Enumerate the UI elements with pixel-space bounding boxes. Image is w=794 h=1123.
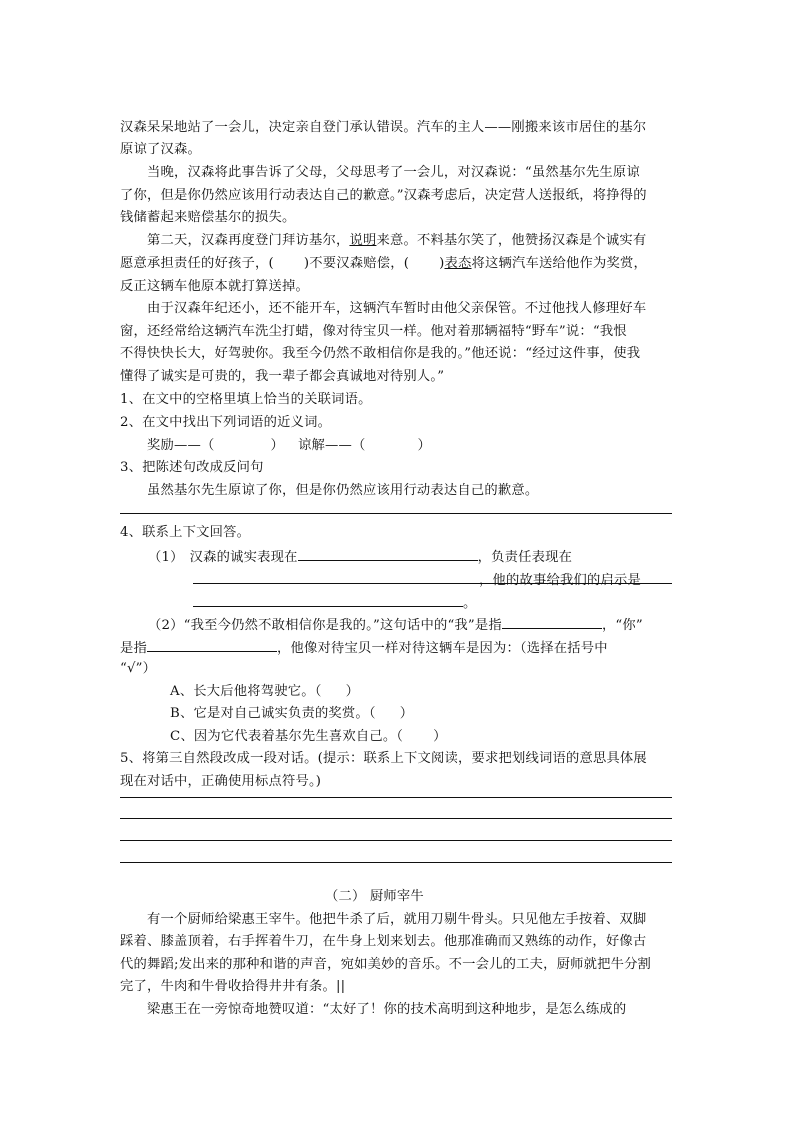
story-line: 不得快快长大，好驾驶你。我至今仍然不敢相信你是我的。”他还说：“经过这件事，使我 bbox=[120, 346, 641, 361]
story-line: 钱储蓄起来赔偿基尔的损失。 bbox=[120, 210, 296, 225]
bracket-close: ） bbox=[270, 438, 284, 453]
q4-1-blank-lesson-end[interactable] bbox=[193, 592, 463, 607]
answer-line-q3[interactable] bbox=[120, 513, 672, 514]
story-text: )不要汉森赔偿，( bbox=[303, 256, 410, 271]
synonym-label-jiangli: 奖励——（ bbox=[147, 438, 215, 453]
option-c bbox=[170, 727, 730, 747]
synonym-row bbox=[147, 436, 707, 456]
story-line: 反正这辆车他原本就打算送掉。 bbox=[120, 279, 309, 294]
bracket-close: ） bbox=[345, 684, 360, 699]
q4-1-row bbox=[148, 546, 708, 568]
question-4: 4、联系上下文回答。 bbox=[120, 525, 251, 540]
question-2: 2、在文中找出下列词语的近义词。 bbox=[120, 415, 332, 430]
option-b-text: B、它是对自己诚实负责的奖赏。（ bbox=[170, 706, 376, 721]
question-5: 5、将第三自然段改成一段对话。(提示：联系上下文阅读，要求把划线词语的意思具体展 bbox=[120, 751, 647, 766]
story-text: ) bbox=[439, 256, 445, 271]
story-line: 汉森呆呆地站了一会儿，决定亲自登门承认错误。汽车的主人——刚搬来该市居住的基尔 bbox=[120, 120, 647, 135]
story-text: 愿意承担责任的好孩子，( bbox=[120, 256, 274, 271]
story-line: 了你，但是你仍然应该用行动表达自己的歉意。”汉森考虑后，决定营人送报纸，将挣得的 bbox=[120, 188, 647, 203]
option-a-text: A、长大后他将驾驶它。（ bbox=[170, 684, 322, 699]
q4-2-prompt: ，“你” bbox=[601, 618, 643, 633]
answer-line-q5[interactable] bbox=[120, 840, 672, 841]
underlined-word-shuoming: 说明 bbox=[349, 233, 377, 248]
q4-1-prompt: 汉森的诚实表现在 bbox=[189, 550, 298, 565]
q4-2-row: “√”） bbox=[120, 661, 157, 676]
option-c-text: C、因为它代表着基尔先生喜欢自己。（ bbox=[170, 729, 404, 744]
story-text: 来意。不料基尔笑了，他赞扬汉森是个诚实有 bbox=[376, 233, 647, 248]
story-text: 第二天，汉森再度登门拜访基尔， bbox=[147, 233, 350, 248]
q4-2-blank-ni[interactable] bbox=[147, 637, 277, 652]
synonym-label-liangjie: 谅解——（ bbox=[297, 438, 366, 453]
q4-2-prompt: （2）“我至今仍然不敢相信你是我的。”这句话中的“我”是指 bbox=[148, 618, 502, 633]
q4-1-blank-honesty[interactable] bbox=[298, 546, 478, 561]
section-2-line: 有一个厨师给梁惠王宰牛。他把牛杀了后，就用刀剔牛骨头。只见他左手按着、双脚 bbox=[147, 912, 647, 927]
period: 。 bbox=[463, 596, 477, 611]
story-line: 由于汉森年纪还小，还不能开车，这辆汽车暂时由他父亲保管。不过他找人修理好车 bbox=[147, 301, 647, 316]
story-line: 当晚，汉森将此事告诉了父母，父母思考了一会儿，对汉森说：“虽然基尔先生原谅 bbox=[147, 165, 640, 180]
section-2-line: 代的舞蹈;发出来的那种和谐的声音，宛如美妙的音乐。不一会儿的工夫，厨师就把牛分割 bbox=[120, 957, 652, 972]
q4-1-row bbox=[193, 569, 753, 591]
q4-1-blank-lesson[interactable] bbox=[193, 583, 672, 584]
story-line bbox=[147, 231, 707, 251]
q4-1-blank-responsibility[interactable] bbox=[193, 569, 479, 584]
answer-line-q5[interactable] bbox=[120, 818, 672, 819]
story-text: 将这辆汽车送给他作为奖赏， bbox=[471, 256, 647, 271]
section-2-line: 完了，牛肉和牛骨收拾得井井有条。|| bbox=[120, 979, 346, 994]
q4-2-blank-wo[interactable] bbox=[502, 614, 602, 629]
underlined-word-biaotai: 表态 bbox=[444, 256, 472, 271]
story-line: 懂得了诚实是可贵的，我一辈子都会真诚地对待别人。” bbox=[120, 369, 445, 384]
question-3: 3、把陈述句改成反问句 bbox=[120, 460, 264, 475]
bracket-close: ） bbox=[399, 706, 414, 721]
option-b bbox=[170, 704, 730, 724]
q4-1-number: （1） bbox=[148, 550, 184, 565]
q4-1-prompt: ，他的故事给我们的启示是 bbox=[479, 573, 641, 588]
q4-2-prompt: ，他像对待宝贝一样对待这辆车是因为：（选择在括号中 bbox=[277, 641, 608, 656]
section-2-title: （二） 厨师宰牛 bbox=[325, 889, 424, 904]
q4-1-row bbox=[193, 592, 753, 614]
q4-2-prompt: 是指 bbox=[120, 641, 147, 656]
question-1: 1、在文中的空格里填上恰当的关联词语。 bbox=[120, 392, 372, 407]
q4-1-prompt: ，负责任表现在 bbox=[477, 550, 573, 565]
bracket-close: ） bbox=[433, 729, 447, 744]
story-line bbox=[120, 254, 680, 274]
q4-2-row bbox=[148, 614, 708, 636]
question-5: 现在对话中，正确使用标点符号。) bbox=[120, 774, 322, 789]
q4-2-row bbox=[120, 637, 680, 659]
bracket-close: ） bbox=[417, 438, 431, 453]
option-a bbox=[170, 682, 730, 702]
question-3-sentence: 虽然基尔先生原谅了你，但是你仍然应该用行动表达自己的歉意。 bbox=[147, 483, 539, 498]
story-line: 原谅了汉森。 bbox=[120, 142, 201, 157]
answer-line-q5[interactable] bbox=[120, 797, 672, 798]
section-2-line: 梁惠王在一旁惊奇地赞叹道：“太好了！你的技术高明到这种地步，是怎么练成的 bbox=[147, 1002, 627, 1017]
answer-line-q5[interactable] bbox=[120, 862, 672, 863]
story-line: 窗，还经常给这辆汽车洗尘打蜡，像对待宝贝一样。他对着那辆福特“野车”说：“我恨 bbox=[120, 324, 627, 339]
section-2-line: 踩着、膝盖顶着，右手挥着牛刀，在牛身上划来划去。他那准确而又熟练的动作，好像古 bbox=[120, 934, 647, 949]
